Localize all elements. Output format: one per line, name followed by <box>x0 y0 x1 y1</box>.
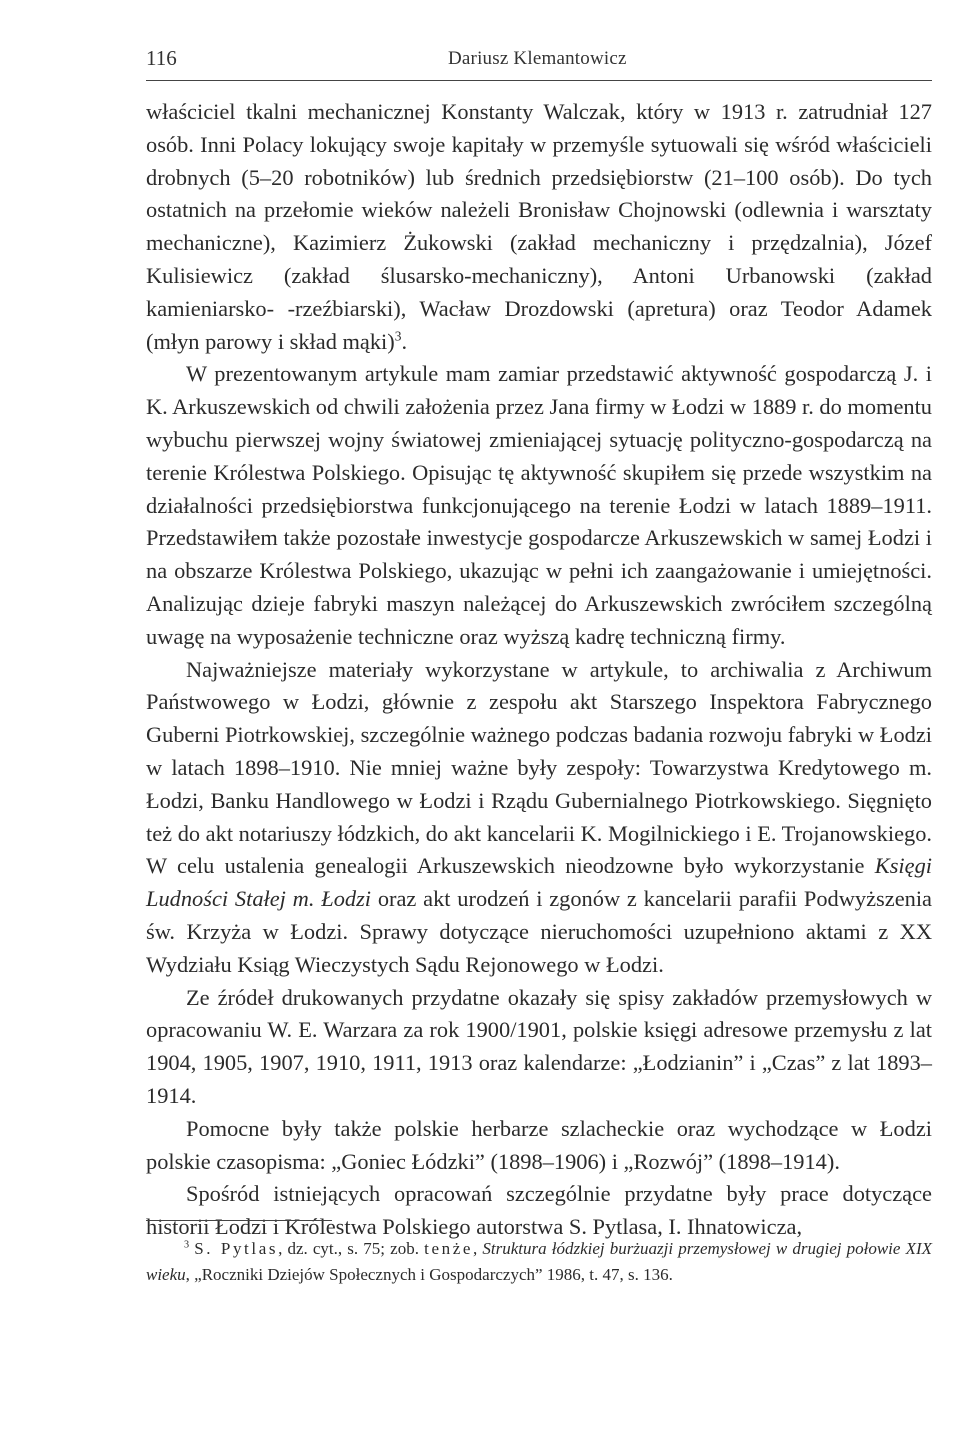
paragraph-5: Pomocne były także polskie herbarze szlacheckie oraz wychodzące w Łodzi polskie czasopisma: „Goniec Łódzki” (1898–1906) i „Rozwój” (1898–1914). <box>146 1115 932 1174</box>
paragraph-3-italic-title: Księgi Ludności Stałej m. Łodzi <box>146 853 932 912</box>
footnote-ref-3[interactable]: 3 <box>394 328 402 344</box>
paragraph-6: Spośród istniejących opracowań szczególnie przydatne były prace dotyczące historii Łodzi i Królestwa Polskiego autorstwa S. Pytlasa, I. Ihnatowicza, <box>146 1181 932 1240</box>
paragraph-1 <box>146 96 932 358</box>
footnote-marker: 3 <box>184 1239 190 1251</box>
running-header <box>146 46 936 76</box>
paragraph-1-tail: . <box>401 328 408 354</box>
paragraph-3 <box>146 654 932 982</box>
paragraph-1-text: właściciel tkalni mechanicznej Konstanty Walczak, który w 1913 r. zatrudniał 127 osób. Inni Polacy lokujący swoje kapitały w przemyśle sytuowali się wśród właścicieli drobnych (5–20 robotników) lub średnich przedsiębiorstw (21–100 osób). Do tych ostatnich na przełomie wieków należeli Bronisław Chojnowski (odlewnia i warsztaty mechaniczne), Kazimierz Żukowski (zakład mechaniczny i przędzalnia), Józef Kulisiewicz (zakład ślusarsko-mechaniczny), Antoni Urbanowski (zakład kamieniarsko- -rzeźbiarski), Wacław Drozdowski (apretura) oraz Teodor Adamek (młyn parowy i skład mąki) <box>146 99 932 354</box>
footnote-part-c: , „Roczniki Dziejów Społecznych i Gospodarczych” 1986, t. 47, s. 136. <box>185 1265 673 1284</box>
paragraph-2: W prezentowanym artykule mam zamiar przedstawić aktywność gospodarczą J. i K. Arkuszewskich od chwili założenia przez Jana firmy w Łodzi w 1889 r. do momentu wybuchu pierwszej wojny światowej zmieniającej sytuację polityczno-gospodarczą na terenie Królestwa Polskiego. Opisując tę aktywność skupiłem się przede wszystkim na działalności przedsiębiorstwa funkcjonującego na terenie Łodzi w latach 1889–1911. Przedstawiłem także pozostałe inwestycje gospodarcze Arkuszewskich w samej Łodzi i na obszarze Królestwa Polskiego, ukazując w pełni ich zaangażowanie i umiejętności. Analizując dzieje fabryki maszyn należącej do Arkuszewskich zwróciłem szczególną uwagę na wyposażenie techniczne oraz wyższą kadrę techniczną firmy. <box>146 361 932 649</box>
page <box>146 46 936 1284</box>
footnote-title: Struktura łódzkiej burżuazji przemysłowej w drugiej połowie XIX wieku <box>146 1239 933 1284</box>
paragraph-4: Ze źródeł drukowanych przydatne okazały się spisy zakładów przemysłowych w opracowaniu W. E. Warzara za rok 1900/1901, polskie księgi adresowe przemysłu z lat 1904, 1905, 1907, 1910, 1911, 1913 oraz kalendarze: „Łodzianin” i „Czas” z lat 1893–1914. <box>146 984 932 1108</box>
running-header-author: Dariusz Klemantowicz <box>448 48 627 69</box>
paragraph-3-text-b: oraz akt urodzeń i zgonów z kancelarii parafii Podwyższenia św. Krzyża w Łodzi. Sprawy dotyczące nieruchomości uzupełniono aktami z XX Wydziału Ksiąg Wieczystych Sądu Rejonowego w Łodzi. <box>146 886 933 977</box>
footnote-rule <box>146 1220 332 1221</box>
footnote-part-b: , <box>472 1239 483 1258</box>
body-text <box>146 96 932 1244</box>
footnote-tenze: tenże <box>424 1239 473 1258</box>
page-number: 116 <box>146 46 177 70</box>
footnote-3 <box>146 1236 932 1288</box>
footnote-author: S. Pytlas <box>194 1239 279 1258</box>
paragraph-3-text-a: Najważniejsze materiały wykorzystane w artykule, to archiwalia z Archiwum Państwowego w Łodzi, głównie z zespołu akt Starszego Inspektora Fabrycznego Guberni Piotrkowskiej, szczególnie ważnego podczas badania rozwoju fabryki w Łodzi w latach 1898–1910. Nie mniej ważne były zespoły: Towarzystwa Kredytowego m. Łodzi, Banku Handlowego w Łodzi i Rządu Gubernialnego Piotrkowskiego. Sięgnięto też do akt notariuszy łódzkich, do akt kancelarii K. Mogilnickiego i E. Trojanowskiego. W celu ustalenia genealogii Arkuszewskich nieodzowne było wykorzystanie <box>146 656 933 879</box>
footnote-3-text <box>146 1236 932 1288</box>
header-rule <box>146 80 932 81</box>
footnote-part-a: , dz. cyt., s. 75; zob. <box>278 1239 425 1258</box>
